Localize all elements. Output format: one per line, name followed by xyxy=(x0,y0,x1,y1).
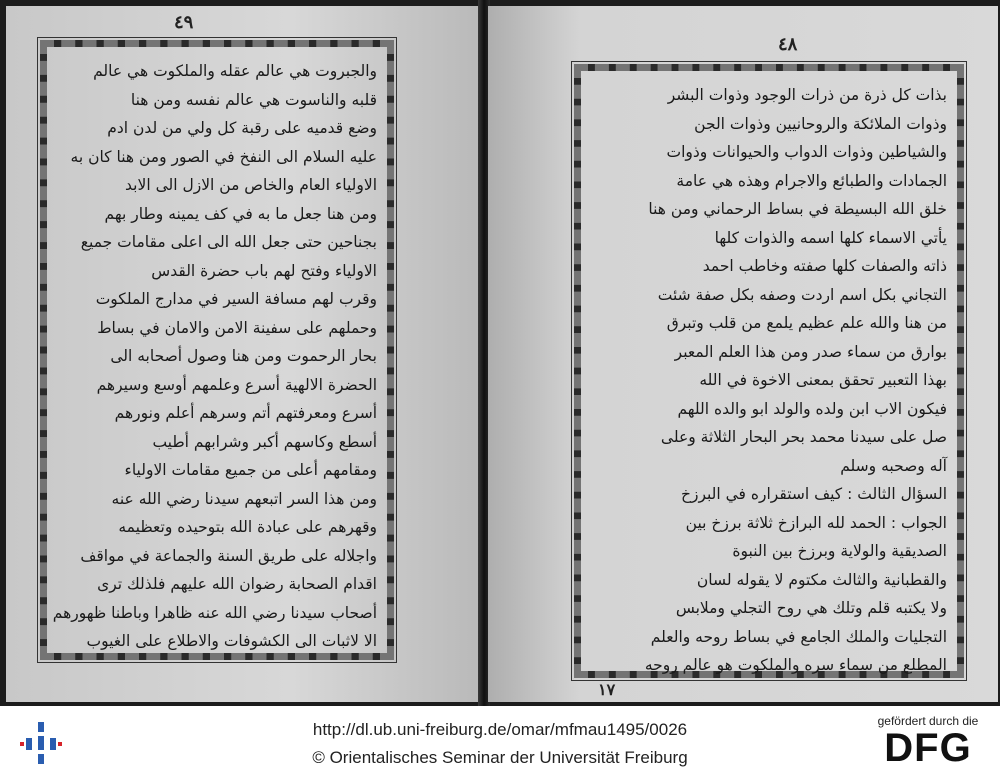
funding-label: gefördert durch die xyxy=(877,714,979,728)
source-url[interactable]: http://dl.ub.uni-freiburg.de/omar/mfmau1495/0026 xyxy=(312,720,688,739)
right-page xyxy=(488,6,998,702)
left-page-line: أسطع وكاسهم أكبر وشرابهم أطيب xyxy=(152,432,377,451)
left-page-line: بحار الرحموت ومن هنا وصول أصحابه الى xyxy=(110,347,377,365)
left-page-line: قلبه والناسوت هي عالم نفسه ومن هنا xyxy=(130,90,377,109)
right-page-line: فيكون الاب ابن ولده والولد ابو والده اللهم xyxy=(677,399,947,418)
right-page-line: الجواب : الحمد لله البرازخ ثلاثة برزخ بين xyxy=(685,513,947,532)
right-page-line: بهذا التعبير تحقق بمعنى الاخوة في الله xyxy=(699,371,947,389)
left-page-line: أسرع ومعرفتهم أتم وسرهم أعلم ونورهم xyxy=(114,404,377,422)
right-page-line: التجاني بكل اسم اردت وصفه بكل صفة شئت xyxy=(657,285,947,304)
right-page-line: بوارق من سماء صدر ومن هذا العلم المعبر xyxy=(674,342,947,361)
right-page-line: ذاته والصفات كلها صفته وخاطب احمد xyxy=(702,257,947,275)
left-page-text-frame xyxy=(40,40,394,660)
right-page-line: يأتي الاسماء كلها اسمه والذوات كلها xyxy=(714,228,947,247)
right-page-number: ٤٨ xyxy=(778,34,798,55)
left-page-line: وقرب لهم مسافة السير في مدارج الملكوت xyxy=(95,290,377,308)
funder-block xyxy=(868,714,988,774)
left-page-line: وضع قدميه على رقبة كل ولي من لدن ادم xyxy=(107,119,377,137)
right-page-line: ولا يكتبه قلم وتلك هي روح التجلي وملابس xyxy=(675,599,947,617)
right-page-line: وذوات الملائكة والروحانيين وذوات الجن xyxy=(694,114,947,133)
left-page-line: وحملهم على سفينة الامن والامان في بساط xyxy=(97,318,377,337)
left-page-line: الحضرة الالهية أسرع وعلمهم أوسع وسيرهم xyxy=(96,375,377,394)
right-page-line: آله وصحبه وسلم xyxy=(840,456,947,475)
right-page-line: والشياطين وذوات الدواب والحيوانات وذوات xyxy=(666,143,947,161)
right-page-line: صل على سيدنا محمد بحر البحار الثلاثة وعلى xyxy=(660,428,947,446)
right-page-line: والقطبانية والثالث مكتوم لا يقوله لسان xyxy=(696,570,947,589)
dfg-logo: DFG xyxy=(884,726,972,770)
left-page-line: واجلاله على طريق السنة والجماعة في مواقف xyxy=(80,546,377,565)
left-page-line: ومن هنا جعل ما به في كف يمينه وطار بهم xyxy=(104,204,377,223)
right-page-line: التجليات والملك الجامع في بساط روحه والعلم xyxy=(650,627,947,646)
left-page-line: اقدام الصحابة رضوان الله عليهم فلذلك ترى xyxy=(97,575,377,593)
right-page-text xyxy=(591,81,947,674)
right-page-line: الجمادات والطبائع والاجرام وهذه هي عامة xyxy=(676,171,947,190)
left-page-line: بجناحين حتى جعل الله الى اعلى مقامات جميع xyxy=(80,233,377,251)
left-page-number: ٤٩ xyxy=(174,12,194,33)
left-page-line: أصحاب سيدنا رضي الله عنه ظاهرا وباطنا ظهورهم xyxy=(52,603,377,622)
copyright-notice: © Orientalisches Seminar der Universität Freiburg xyxy=(312,748,688,767)
right-page-line: الصديقية والولاية وبرزخ بين النبوة xyxy=(732,542,947,560)
left-page-line: ومن هذا السر اتبعهم سيدنا رضي الله عنه xyxy=(111,489,377,508)
right-page-line: السؤال الثالث : كيف استقراره في البرزخ xyxy=(680,485,947,503)
left-page-line: ومقامهم أعلى من جميع مقامات الاولياء xyxy=(124,461,377,479)
left-page-line: الا لاثبات الى الكشوفات والاطلاع على الغيوب xyxy=(86,632,377,650)
left-page-line: وقهرهم على عبادة الله بتوحيده وتعظيمه xyxy=(118,518,377,536)
footer-bar xyxy=(0,706,1000,776)
left-page-text xyxy=(52,57,377,650)
left-page xyxy=(6,6,482,702)
left-page-line: عليه السلام الى النفخ في الصور ومن هنا كان به xyxy=(70,147,377,166)
right-page-text-frame xyxy=(574,64,964,678)
right-page-line: خلق الله البسيطة في بساط الرحماني ومن هنا xyxy=(648,200,947,218)
left-page-line: الاولياء العام والخاص من الازل الى الابد xyxy=(125,176,377,194)
catchword: ١٧ xyxy=(598,680,616,699)
right-page-line: بذات كل ذرة من ذرات الوجود وذوات البشر xyxy=(667,86,947,104)
left-page-line: الاولياء وفتح لهم باب حضرة القدس xyxy=(151,261,377,280)
right-page-line: المطلع من سماء سره والملكوت هو عالم روحه xyxy=(644,656,947,674)
right-page-line: من هنا والله علم عظيم يلمع من قلب وتبرق xyxy=(666,314,947,332)
left-page-line: والجبروت هي عالم عقله والملكوت هي عالم xyxy=(93,62,377,80)
